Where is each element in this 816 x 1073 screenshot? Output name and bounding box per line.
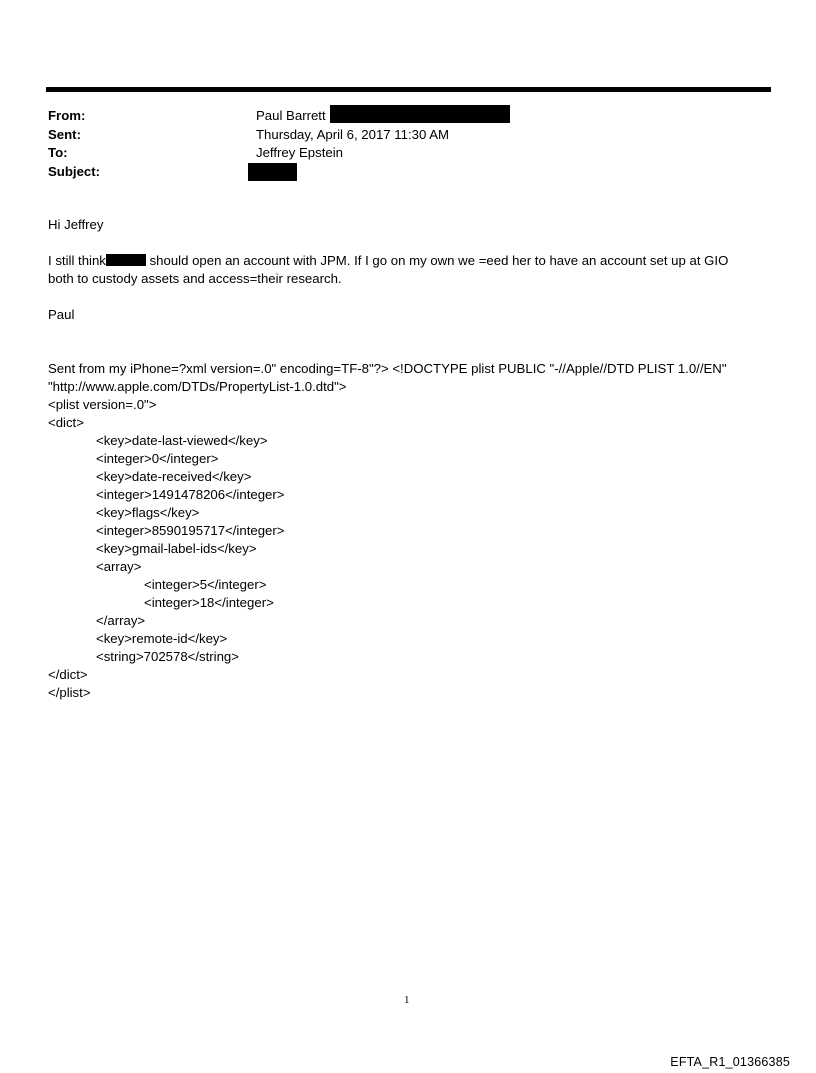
plist-line: </array> [96, 613, 146, 628]
subject-row [48, 163, 748, 182]
page-number: 1 [404, 994, 410, 1006]
redaction-box [330, 105, 510, 123]
body-paragraph-text: should open an account with JPM. If I go on my own we =eed her to have an account set up at GIO [145, 253, 729, 268]
signoff: Paul [48, 307, 75, 322]
plist-line: <key>remote-id</key> [96, 631, 228, 646]
plist-line: <dict> [48, 415, 84, 430]
header-divider-rule [46, 87, 771, 92]
sent-label: Sent: [48, 126, 81, 142]
sent-value: Thursday, April 6, 2017 11:30 AM [256, 126, 450, 142]
redaction-box [106, 254, 146, 266]
to-row [48, 144, 748, 163]
plist-line: </dict> [48, 667, 88, 682]
subject-label: Subject: [48, 163, 101, 179]
from-value: Paul Barrett [256, 108, 326, 123]
plist-line: </plist> [48, 685, 91, 700]
plist-line: <plist version=.0"> [48, 397, 157, 412]
body-paragraph-line-1 [48, 252, 768, 270]
plist-line: <key>flags</key> [96, 505, 200, 520]
plist-line: <string>702578</string> [96, 649, 239, 664]
plist-line: <key>gmail-label-ids</key> [96, 541, 257, 556]
plist-line: <key>date-last-viewed</key> [96, 433, 268, 448]
plist-line: <integer>18</integer> [144, 595, 274, 610]
plist-line: <integer>0</integer> [96, 451, 219, 466]
to-label: To: [48, 145, 68, 160]
plist-line: <integer>1491478206</integer> [96, 487, 285, 502]
sent-from-line-2: "http://www.apple.com/DTDs/PropertyList-1.0.dtd"> [48, 379, 347, 394]
from-label: From: [48, 108, 86, 123]
sent-row [48, 126, 748, 145]
to-value: Jeffrey Epstein [256, 145, 343, 160]
plist-line: <key>date-received</key> [96, 469, 252, 484]
body-paragraph-line-2: both to custody assets and access=their research. [48, 271, 342, 286]
from-row [48, 107, 748, 126]
greeting: Hi Jeffrey [48, 217, 104, 232]
bates-number: EFTA_R1_01366385 [670, 1055, 790, 1069]
plist-line: <integer>5</integer> [144, 577, 267, 592]
plist-line: <integer>8590195717</integer> [96, 523, 285, 538]
body-paragraph-text: I still think [48, 253, 106, 268]
email-header-block [48, 107, 748, 181]
redaction-box [248, 163, 297, 181]
sent-from-line-1: Sent from my iPhone=?xml version=.0" encoding=TF-8"?> <!DOCTYPE plist PUBLIC "-//Apple//DTD PLIST 1.0//EN" [48, 361, 727, 376]
plist-line: <array> [96, 559, 142, 574]
